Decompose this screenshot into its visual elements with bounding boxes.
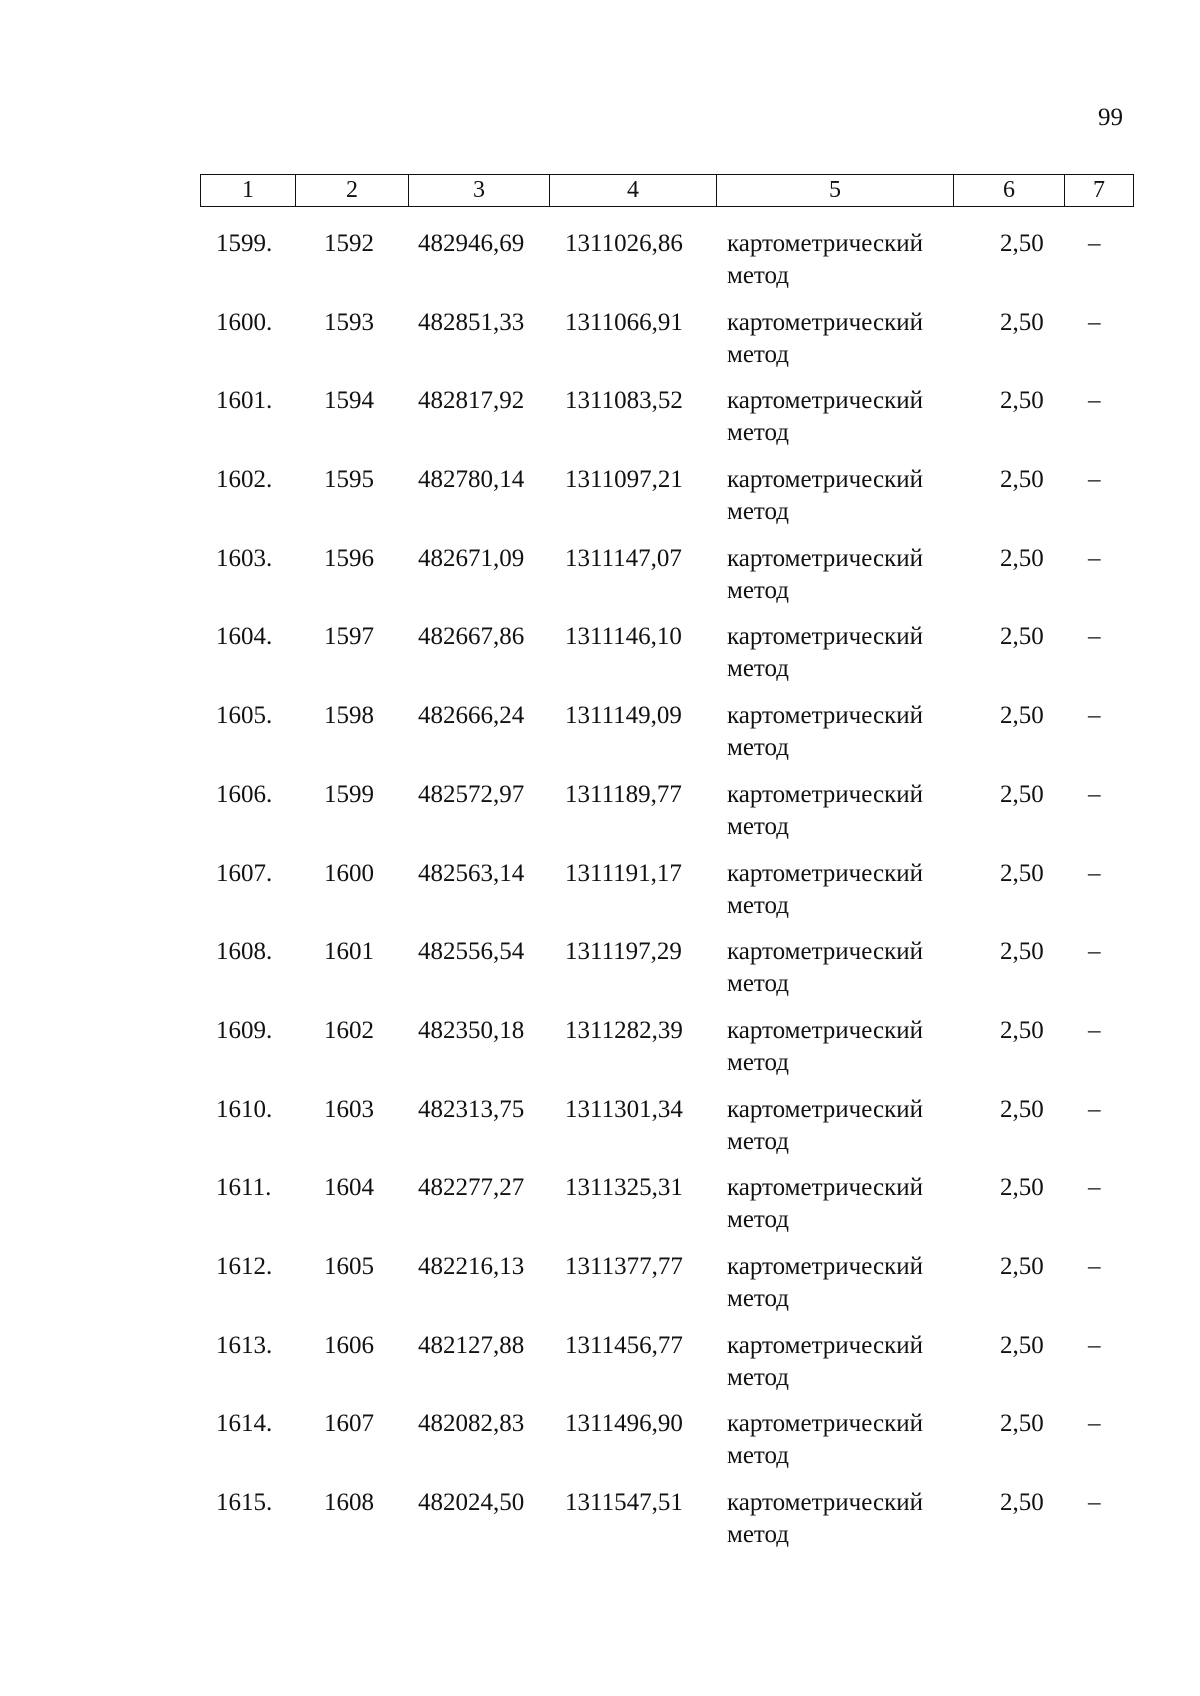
row-number: 1602. [216, 466, 273, 494]
method-line-1: картометрический [727, 387, 923, 415]
table-row [200, 307, 1132, 386]
point-number: 1606 [324, 1331, 374, 1359]
method-line-1: картометрический [727, 1331, 923, 1359]
method-line-2: метод [727, 970, 790, 998]
method-line-1: картометрический [727, 623, 923, 651]
coord-y: 1311147,07 [565, 544, 682, 572]
coord-y: 1311146,10 [565, 623, 682, 651]
method [727, 1330, 957, 1394]
row-number: 1604. [216, 623, 273, 651]
table-row [200, 464, 1132, 543]
method-line-2: метод [727, 1521, 790, 1548]
coord-x: 482851,33 [418, 308, 525, 336]
note: – [1088, 702, 1101, 730]
column-number-header [200, 174, 1134, 207]
method-line-2: метод [727, 340, 790, 368]
method-line-2: метод [727, 891, 790, 919]
table-row [200, 1015, 1132, 1094]
point-number: 1605 [324, 1252, 374, 1280]
table-row [200, 936, 1132, 1015]
coord-x: 482313,75 [418, 1095, 525, 1123]
point-number: 1601 [324, 938, 374, 966]
method [727, 1487, 957, 1551]
method-line-2: метод [727, 1127, 790, 1155]
row-number: 1609. [216, 1016, 273, 1044]
accuracy: 2,50 [1000, 938, 1044, 966]
accuracy: 2,50 [1000, 1410, 1044, 1438]
method [727, 1015, 957, 1079]
method [727, 1251, 957, 1315]
coord-y: 1311191,17 [565, 859, 682, 887]
method [727, 464, 957, 528]
method [727, 543, 957, 607]
method-line-1: картометрический [727, 702, 923, 730]
table-row [200, 1487, 1132, 1566]
method-line-1: картометрический [727, 466, 923, 494]
note: – [1088, 1016, 1101, 1044]
coord-y: 1311097,21 [565, 466, 683, 494]
row-number: 1614. [216, 1410, 273, 1438]
note: – [1088, 780, 1101, 808]
row-number: 1600. [216, 308, 273, 336]
coord-x: 482666,24 [418, 702, 525, 730]
coord-y: 1311377,77 [565, 1252, 683, 1280]
method-line-1: картометрический [727, 544, 923, 572]
method-line-2: метод [727, 1442, 790, 1470]
header-cell-6: 6 [954, 175, 1065, 207]
note: – [1088, 1489, 1101, 1516]
header-cell-2: 2 [296, 175, 409, 207]
row-number: 1605. [216, 702, 273, 730]
coord-y: 1311197,29 [565, 938, 682, 966]
row-number: 1603. [216, 544, 273, 572]
row-number: 1599. [216, 230, 273, 257]
table-row [200, 700, 1132, 779]
note: – [1088, 859, 1101, 887]
method-line-1: картометрический [727, 308, 923, 336]
accuracy: 2,50 [1000, 1331, 1044, 1359]
method-line-1: картометрический [727, 230, 923, 257]
accuracy: 2,50 [1000, 230, 1044, 257]
method [727, 936, 957, 1000]
accuracy: 2,50 [1000, 544, 1044, 572]
table-row [200, 385, 1132, 464]
header-cell-3: 3 [409, 175, 550, 207]
method-line-2: метод [727, 576, 790, 604]
coord-x: 482024,50 [418, 1489, 525, 1516]
table-row [200, 1408, 1132, 1487]
note: – [1088, 308, 1101, 336]
note: – [1088, 1252, 1101, 1280]
method-line-1: картометрический [727, 1174, 923, 1202]
accuracy: 2,50 [1000, 387, 1044, 415]
point-number: 1598 [324, 702, 374, 730]
point-number: 1600 [324, 859, 374, 887]
accuracy: 2,50 [1000, 1252, 1044, 1280]
method [727, 385, 957, 449]
method-line-1: картометрический [727, 859, 923, 887]
coord-x: 482671,09 [418, 544, 525, 572]
table-row [200, 1094, 1132, 1173]
table-row [200, 543, 1132, 622]
method-line-2: метод [727, 262, 790, 289]
coord-x: 482563,14 [418, 859, 525, 887]
point-number: 1592 [324, 230, 374, 257]
row-number: 1607. [216, 859, 273, 887]
accuracy: 2,50 [1000, 623, 1044, 651]
coord-y: 1311301,34 [565, 1095, 683, 1123]
coord-x: 482216,13 [418, 1252, 525, 1280]
coord-y: 1311456,77 [565, 1331, 683, 1359]
method [727, 779, 957, 843]
header-cell-1: 1 [201, 175, 296, 207]
method-line-2: метод [727, 419, 790, 447]
point-number: 1595 [324, 466, 374, 494]
method-line-1: картометрический [727, 1095, 923, 1123]
method [727, 1094, 957, 1158]
table-row [200, 1330, 1132, 1409]
method-line-1: картометрический [727, 1489, 923, 1516]
row-number: 1615. [216, 1489, 273, 1516]
method-line-1: картометрический [727, 1252, 923, 1280]
method-line-2: метод [727, 655, 790, 683]
accuracy: 2,50 [1000, 308, 1044, 336]
method-line-2: метод [727, 812, 790, 840]
note: – [1088, 387, 1101, 415]
method-line-1: картометрический [727, 938, 923, 966]
table-row [200, 228, 1132, 307]
accuracy: 2,50 [1000, 1174, 1044, 1202]
table-row [200, 779, 1132, 858]
method-line-2: метод [727, 1363, 790, 1391]
row-number: 1612. [216, 1252, 273, 1280]
method [727, 1408, 957, 1472]
point-number: 1603 [324, 1095, 374, 1123]
method [727, 307, 957, 371]
header-cell-4: 4 [550, 175, 717, 207]
row-number: 1608. [216, 938, 273, 966]
row-number: 1611. [216, 1174, 272, 1202]
coord-x: 482780,14 [418, 466, 525, 494]
coord-x: 482946,69 [418, 230, 525, 257]
note: – [1088, 230, 1101, 257]
method [727, 700, 957, 764]
method-line-1: картометрический [727, 1410, 923, 1438]
accuracy: 2,50 [1000, 1095, 1044, 1123]
method-line-2: метод [727, 1284, 790, 1312]
note: – [1088, 623, 1101, 651]
point-number: 1596 [324, 544, 374, 572]
coord-y: 1311325,31 [565, 1174, 683, 1202]
point-number: 1608 [324, 1489, 374, 1516]
coord-x: 482082,83 [418, 1410, 525, 1438]
coord-y: 1311496,90 [565, 1410, 683, 1438]
coord-y: 1311547,51 [565, 1489, 683, 1516]
coord-y: 1311066,91 [565, 308, 683, 336]
accuracy: 2,50 [1000, 1016, 1044, 1044]
point-number: 1593 [324, 308, 374, 336]
coord-y: 1311189,77 [565, 780, 682, 808]
note: – [1088, 1174, 1101, 1202]
table-row [200, 858, 1132, 937]
method-line-2: метод [727, 498, 790, 526]
method-line-2: метод [727, 734, 790, 762]
row-number: 1613. [216, 1331, 273, 1359]
accuracy: 2,50 [1000, 466, 1044, 494]
header-cell-5: 5 [717, 175, 954, 207]
method-line-2: метод [727, 1048, 790, 1076]
accuracy: 2,50 [1000, 780, 1044, 808]
coord-y: 1311282,39 [565, 1016, 683, 1044]
row-number: 1610. [216, 1095, 273, 1123]
header-row [201, 175, 1134, 207]
accuracy: 2,50 [1000, 1489, 1044, 1516]
coord-y: 1311026,86 [565, 230, 683, 257]
table-row [200, 1251, 1132, 1330]
method-line-1: картометрический [727, 1016, 923, 1044]
note: – [1088, 544, 1101, 572]
row-number: 1601. [216, 387, 273, 415]
note: – [1088, 466, 1101, 494]
point-number: 1594 [324, 387, 374, 415]
coord-y: 1311083,52 [565, 387, 683, 415]
coordinate-rows [200, 228, 1132, 1566]
method [727, 858, 957, 922]
page-number: 99 [1098, 104, 1123, 131]
note: – [1088, 1095, 1101, 1123]
coord-x: 482667,86 [418, 623, 525, 651]
coord-x: 482127,88 [418, 1331, 525, 1359]
point-number: 1597 [324, 623, 374, 651]
method [727, 228, 957, 292]
point-number: 1599 [324, 780, 374, 808]
note: – [1088, 1331, 1101, 1359]
coord-x: 482556,54 [418, 938, 525, 966]
accuracy: 2,50 [1000, 702, 1044, 730]
row-number: 1606. [216, 780, 273, 808]
method-line-1: картометрический [727, 780, 923, 808]
method [727, 621, 957, 685]
accuracy: 2,50 [1000, 859, 1044, 887]
table-row [200, 1172, 1132, 1251]
coord-x: 482817,92 [418, 387, 525, 415]
point-number: 1604 [324, 1174, 374, 1202]
table-row [200, 621, 1132, 700]
method [727, 1172, 957, 1236]
point-number: 1602 [324, 1016, 374, 1044]
note: – [1088, 1410, 1101, 1438]
coord-y: 1311149,09 [565, 702, 682, 730]
method-line-2: метод [727, 1206, 790, 1234]
note: – [1088, 938, 1101, 966]
coord-x: 482350,18 [418, 1016, 525, 1044]
header-cell-7: 7 [1065, 175, 1134, 207]
point-number: 1607 [324, 1410, 374, 1438]
coord-x: 482277,27 [418, 1174, 525, 1202]
coord-x: 482572,97 [418, 780, 525, 808]
